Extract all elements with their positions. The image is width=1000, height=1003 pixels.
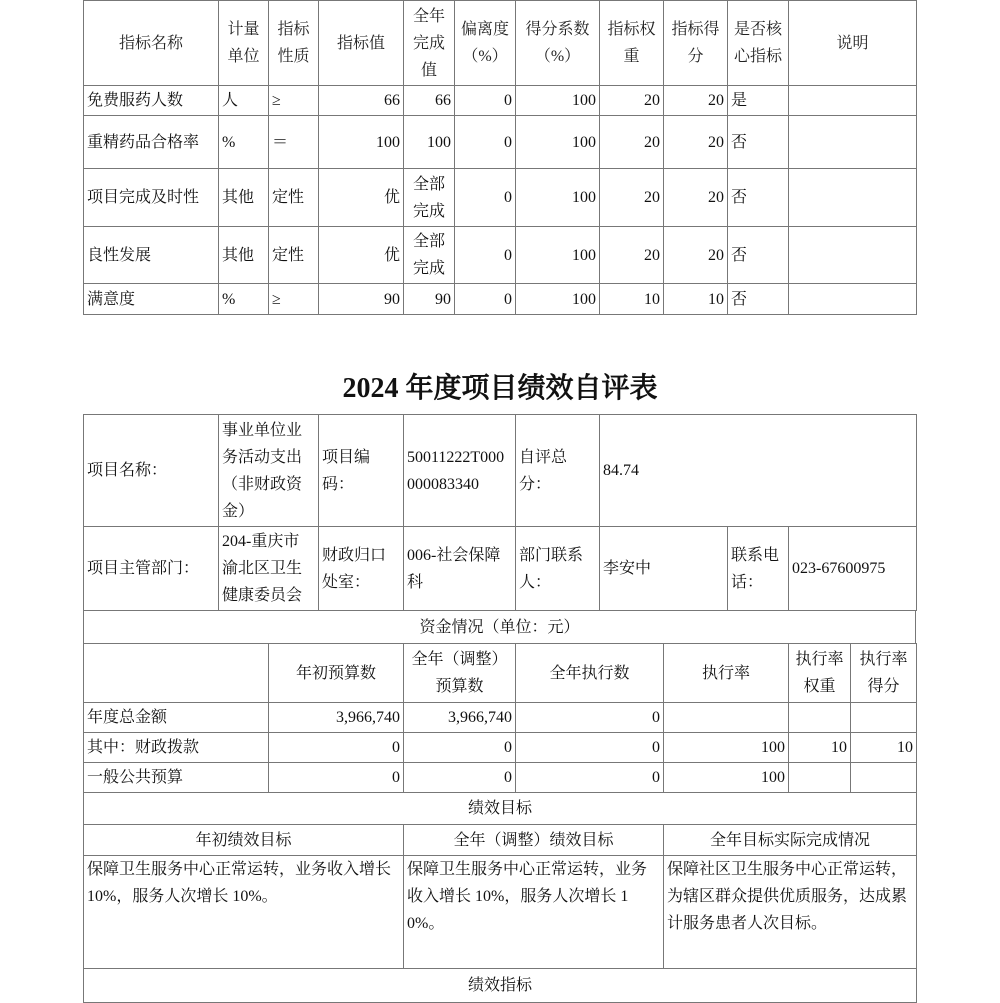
- indicator-header-row: [84, 1, 917, 86]
- header-cell: 指标名称: [84, 1, 219, 86]
- indicator-cell: 20: [664, 227, 728, 284]
- funding-cell: 年度总金额: [84, 703, 269, 733]
- funding-section-title: 资金情况（单位：元）: [84, 611, 916, 644]
- finance-value: 006-社会保障科: [404, 527, 516, 611]
- indicator-cell: %: [219, 116, 269, 169]
- indicator-cell: [789, 116, 917, 169]
- funding-cell: 其中：财政拨款: [84, 733, 269, 763]
- indicator-cell: 100: [516, 86, 600, 116]
- indicator-cell: 其他: [219, 169, 269, 227]
- indicator-cell: 是: [728, 86, 789, 116]
- dept-row: [84, 527, 917, 611]
- indicator-cell: %: [219, 284, 269, 315]
- dept-value: 204-重庆市渝北区卫生健康委员会: [219, 527, 319, 611]
- indicator-cell: 重精药品合格率: [84, 116, 219, 169]
- funding-cell: 0: [404, 733, 516, 763]
- header-cell: 得分系数（%）: [516, 1, 600, 86]
- indicator-cell: 90: [404, 284, 455, 315]
- funding-cell: [789, 703, 851, 733]
- indicator-cell: 20: [664, 116, 728, 169]
- funding-cell: 10: [851, 733, 917, 763]
- indicator-cell: 0: [455, 116, 516, 169]
- indicator-row: [84, 169, 917, 227]
- indicator-row: [84, 116, 917, 169]
- indicators-section-title: 绩效指标: [84, 969, 917, 1003]
- header-cell: 说明: [789, 1, 917, 86]
- indicator-cell: 10: [664, 284, 728, 315]
- funding-table: [83, 643, 917, 793]
- score-value: 84.74: [600, 415, 917, 527]
- funding-row: [84, 763, 917, 793]
- indicator-cell: 100: [516, 227, 600, 284]
- indicator-cell: 0: [455, 169, 516, 227]
- header-cell: 偏离度（%）: [455, 1, 516, 86]
- funding-cell: 0: [269, 733, 404, 763]
- funding-row: [84, 733, 917, 763]
- goal-header-adjusted: 全年（调整）绩效目标: [404, 825, 664, 856]
- phone-value: 023-67600975: [789, 527, 917, 611]
- goals-table: [83, 792, 917, 1003]
- indicator-table: [83, 0, 917, 315]
- funding-cell: 0: [516, 763, 664, 793]
- header-cell: 全年完成值: [404, 1, 455, 86]
- funding-cell: 3,966,740: [269, 703, 404, 733]
- project-code: 50011222T000000083340: [404, 415, 516, 527]
- indicator-cell: 满意度: [84, 284, 219, 315]
- phone-label: 联系电话：: [728, 527, 789, 611]
- project-name: 事业单位业务活动支出（非财政资金）: [219, 415, 319, 527]
- project-row: [84, 415, 917, 527]
- score-label: 自评总分：: [516, 415, 600, 527]
- goal-header-initial: 年初绩效目标: [84, 825, 404, 856]
- indicator-cell: 定性: [269, 169, 319, 227]
- goal-adjusted: 保障卫生服务中心正常运转，业务收入增长 10%，服务人次增长 10%。: [404, 856, 664, 969]
- funding-cell: 10: [789, 733, 851, 763]
- indicator-cell: 0: [455, 284, 516, 315]
- indicator-cell: 其他: [219, 227, 269, 284]
- indicator-cell: 66: [404, 86, 455, 116]
- indicator-cell: [789, 284, 917, 315]
- indicator-cell: 100: [516, 169, 600, 227]
- indicator-cell: 0: [455, 227, 516, 284]
- indicator-cell: 全部完成: [404, 227, 455, 284]
- indicator-cell: 20: [600, 116, 664, 169]
- funding-cell: [851, 763, 917, 793]
- goal-initial: 保障卫生服务中心正常运转，业务收入增长 10%，服务人次增长 10%。: [84, 856, 404, 969]
- contact-value: 李安中: [600, 527, 728, 611]
- indicator-cell: 66: [319, 86, 404, 116]
- indicator-cell: 100: [516, 284, 600, 315]
- indicator-cell: 90: [319, 284, 404, 315]
- goals-section-title: 绩效目标: [84, 793, 917, 825]
- funding-cell: 0: [516, 703, 664, 733]
- indicator-cell: 20: [664, 169, 728, 227]
- goal-header-actual: 全年目标实际完成情况: [664, 825, 917, 856]
- indicator-cell: [789, 227, 917, 284]
- header-cell: 指标权重: [600, 1, 664, 86]
- indicator-cell: 优: [319, 227, 404, 284]
- indicator-cell: 否: [728, 227, 789, 284]
- funding-cell: [789, 763, 851, 793]
- indicator-row: [84, 284, 917, 315]
- indicator-cell: ＝: [269, 116, 319, 169]
- header-cell: 执行率: [664, 644, 789, 703]
- funding-cell: 0: [404, 763, 516, 793]
- funding-cell: [851, 703, 917, 733]
- indicator-cell: 100: [319, 116, 404, 169]
- indicator-cell: 20: [600, 86, 664, 116]
- header-cell: 指标得分: [664, 1, 728, 86]
- indicator-cell: 0: [455, 86, 516, 116]
- indicator-row: [84, 86, 917, 116]
- funding-cell: 一般公共预算: [84, 763, 269, 793]
- funding-cell: 3,966,740: [404, 703, 516, 733]
- indicator-cell: 否: [728, 284, 789, 315]
- header-cell: 年初预算数: [269, 644, 404, 703]
- funding-cell: 100: [664, 733, 789, 763]
- contact-label: 部门联系人：: [516, 527, 600, 611]
- indicator-cell: ≥: [269, 86, 319, 116]
- indicator-cell: ≥: [269, 284, 319, 315]
- header-cell: 执行率权重: [789, 644, 851, 703]
- indicator-cell: 20: [664, 86, 728, 116]
- indicator-cell: 20: [600, 169, 664, 227]
- indicator-cell: 优: [319, 169, 404, 227]
- project-name-label: 项目名称：: [84, 415, 219, 527]
- indicator-cell: 项目完成及时性: [84, 169, 219, 227]
- funding-cell: 0: [269, 763, 404, 793]
- header-cell: 执行率得分: [851, 644, 917, 703]
- header-cell: [84, 644, 269, 703]
- header-cell: 指标性质: [269, 1, 319, 86]
- funding-cell: [664, 703, 789, 733]
- funding-header-row: [84, 644, 917, 703]
- finance-label: 财政归口处室：: [319, 527, 404, 611]
- indicator-row: [84, 227, 917, 284]
- header-cell: 是否核心指标: [728, 1, 789, 86]
- indicator-cell: 免费服药人数: [84, 86, 219, 116]
- indicator-cell: 良性发展: [84, 227, 219, 284]
- indicator-cell: 20: [600, 227, 664, 284]
- funding-row: [84, 703, 917, 733]
- page-title: 2024 年度项目绩效自评表: [342, 373, 658, 404]
- funding-cell: 100: [664, 763, 789, 793]
- indicator-cell: 否: [728, 169, 789, 227]
- dept-label: 项目主管部门：: [84, 527, 219, 611]
- indicator-cell: 100: [404, 116, 455, 169]
- funding-cell: 0: [516, 733, 664, 763]
- indicator-cell: 10: [600, 284, 664, 315]
- header-cell: 指标值: [319, 1, 404, 86]
- project-code-label: 项目编码：: [319, 415, 404, 527]
- indicator-cell: [789, 169, 917, 227]
- indicator-cell: [789, 86, 917, 116]
- indicator-cell: 否: [728, 116, 789, 169]
- indicator-cell: 定性: [269, 227, 319, 284]
- project-info-table: [83, 414, 917, 611]
- indicator-cell: 100: [516, 116, 600, 169]
- header-cell: 全年执行数: [516, 644, 664, 703]
- funding-section-header: [83, 610, 916, 644]
- indicator-cell: 全部完成: [404, 169, 455, 227]
- indicator-cell: 人: [219, 86, 269, 116]
- header-cell: 全年（调整）预算数: [404, 644, 516, 703]
- header-cell: 计量单位: [219, 1, 269, 86]
- goal-actual: 保障社区卫生服务中心正常运转，为辖区群众提供优质服务，达成累计服务患者人次目标。: [664, 856, 917, 969]
